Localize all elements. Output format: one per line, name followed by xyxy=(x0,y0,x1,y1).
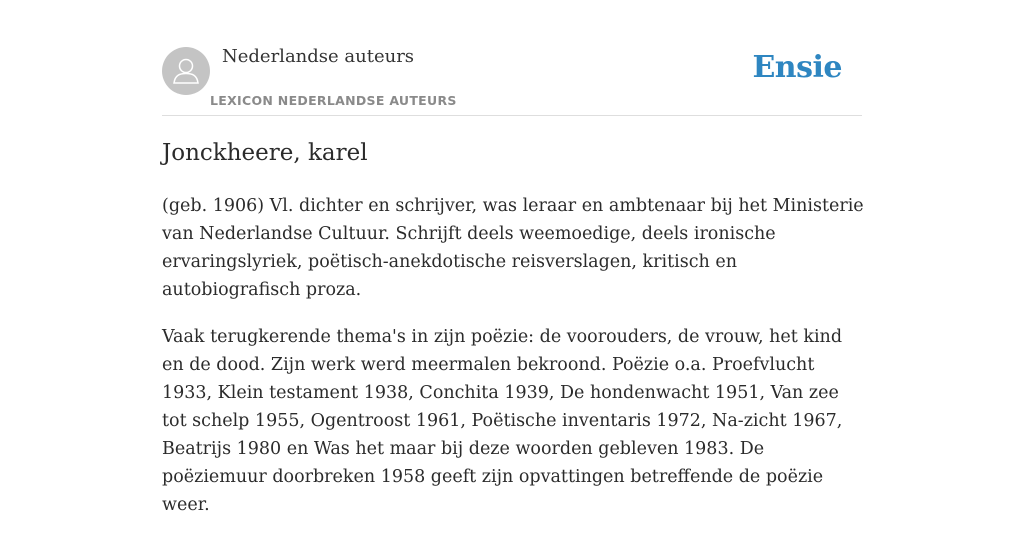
paragraph: (geb. 1906) Vl. dichter en schrijver, was leraar en ambtenaar bij het Ministerie van Nederlandse Cultuur. Schrijft deels weemoedige, deels ironische ervaringslyriek, poëtisch-anekdotische reisverslagen, kritisch en autobiografisch proza. xyxy=(162,196,864,300)
paragraph: Vaak terugkerende thema's in zijn poëzie: de voorouders, de vrouw, het kind en de dood. Zijn werk werd meermalen bekroond. Poëzie o.a. Proefvlucht 1933, Klein testament 1938, Conchita 1939, De hondenwacht 1951, Van zee tot schelp 1955, Ogentroost 1961, Poëtische inventaris 1972, Na-zicht 1967, Beatrijs 1980 en Was het maar bij deze woorden gebleven 1983. De poëziemuur doorbreken 1958 geeft zijn opvattingen betreffende de poëzie weer. xyxy=(162,327,843,515)
page-title: Jonckheere, karel xyxy=(162,140,368,166)
divider xyxy=(162,115,862,116)
header xyxy=(162,46,862,116)
brand-logo[interactable]: Ensie xyxy=(752,50,842,85)
user-icon xyxy=(162,47,210,95)
avatar[interactable] xyxy=(162,47,210,95)
article-body xyxy=(162,192,867,538)
author-name[interactable]: Nederlandse auteurs xyxy=(222,46,415,67)
lexicon-label: LEXICON NEDERLANDSE AUTEURS xyxy=(210,93,457,108)
